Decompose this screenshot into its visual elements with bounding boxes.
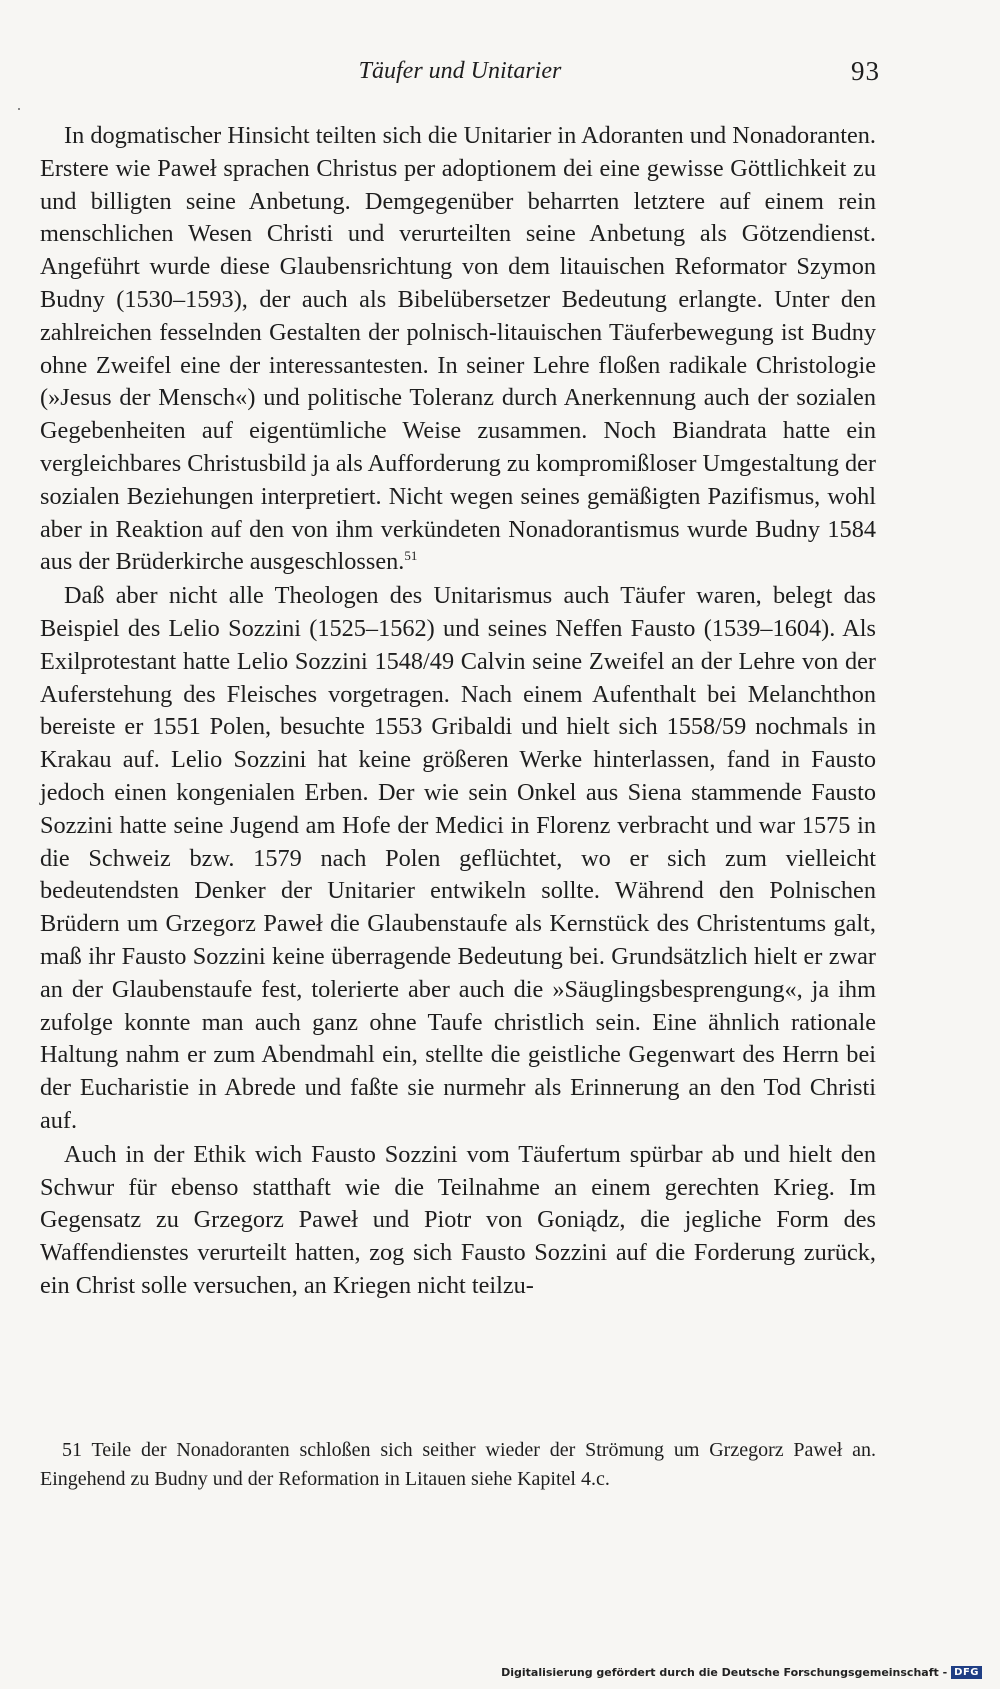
paragraph-1 [40,120,876,579]
margin-mark [18,108,20,110]
paragraph-1-text: In dogmatischer Hinsicht teilten sich die Unitarier in Adoranten und Nonadoranten. Erstere wie Paweł sprachen Christus per adoptionem dei eine gewisse Göttlichkeit zu und billigten seine Anbetung. Demgegenüber beharrten letztere auf einem rein menschlichen Wesen Christi und verurteilten seine Anbetung als Götzendienst. Angeführt wurde diese Glaubensrichtung von dem litauischen Reformator Szymon Budny (1530–1593), der auch als Bibelübersetzer Bedeutung erlangte. Unter den zahlreichen fesselnden Gestalten der polnisch-litauischen Täuferbewegung ist Budny ohne Zweifel eine der interessantesten. In seiner Lehre floßen radikale Christologie (»Jesus der Mensch«) und politische Toleranz durch Anerkennung auch der sozialen Gegebenheiten auf eigentümliche Weise zusammen. Noch Biandrata hatte ein vergleichbares Christusbild ja als Aufforderung zu kompromißloser Umgestaltung der sozialen Beziehungen interpretiert. Nicht wegen seines gemäßigten Pazifismus, wohl aber in Reaktion auf den von ihm verkündeten Nonadorantismus wurde Budny 1584 aus der Brüderkirche ausgeschlossen. [40,122,876,576]
page-header [40,56,880,96]
digitization-credit [501,1666,982,1679]
running-title: Täufer und Unitarier [358,58,562,84]
paragraph-3: Auch in der Ethik wich Fausto Sozzini vom Täufertum spürbar ab und hielt den Schwur für ebenso statthaft wie die Teilnahme an einem gerechten Krieg. Im Gegensatz zu Grzegorz Paweł und Piotr von Goniądz, die jegliche Form des Waffendienstes verurteilt hatten, zog sich Fausto Sozzini auf die Forderung zurück, ein Christ solle versuchen, an Kriegen nicht teilzu- [40,1140,876,1299]
footnote-reference[interactable]: 51 [404,548,418,564]
body-text [40,120,876,1303]
dfg-logo: DFG [951,1666,982,1679]
credit-text: Digitalisierung gefördert durch die Deutsche Forschungsgemeinschaft - [501,1666,948,1679]
page-number: 93 [851,56,880,86]
footnote: 51 Teile der Nonadoranten schloßen sich seither wieder der Strömung um Grzegorz Paweł an. Eingehend zu Budny und der Reformation in Litauen siehe Kapitel 4.c. [40,1439,876,1490]
paragraph-2: Daß aber nicht alle Theologen des Unitarismus auch Täufer waren, belegt das Beispiel des Lelio Sozzini (1525–1562) und seines Neffen Fausto (1539–1604). Als Exilprotestant hatte Lelio Sozzini 1548/49 Calvin seine Zweifel an der Lehre von der Auferstehung des Fleisches vorgetragen. Nach einem Aufenthalt bei Melanchthon bereiste er 1551 Polen, besuchte 1553 Gribaldi und hielt sich 1558/59 nochmals in Krakau auf. Lelio Sozzini hat keine größeren Werke hinterlassen, fand in Fausto jedoch einen kongenialen Erben. Der wie sein Onkel aus Siena stammende Fausto Sozzini hatte seine Jugend am Hofe der Medici in Florenz verbracht und war 1575 in die Schweiz bzw. 1579 nach Polen geflüchtet, wo er sich zum vielleicht bedeutendsten Denker der Unitarier entwikeln sollte. Während den Polnischen Brüdern um Grzegorz Paweł die Glaubenstaufe als Kernstück des Christentums galt, maß ihr Fausto Sozzini keine überragende Bedeutung bei. Grundsätzlich hielt er zwar an der Glaubenstaufe fest, tolerierte aber auch die »Säuglingsbesprengung«, ja ihm zufolge konnte man auch ganz ohne Taufe christlich sein. Eine ähnlich rationale Haltung nahm er zum Abendmahl ein, stellte die geistliche Gegenwart des Herrn bei der Eucharistie in Abrede und faßte sie nurmehr als Erinnerung an den Tod Christi auf. [40,582,876,1134]
